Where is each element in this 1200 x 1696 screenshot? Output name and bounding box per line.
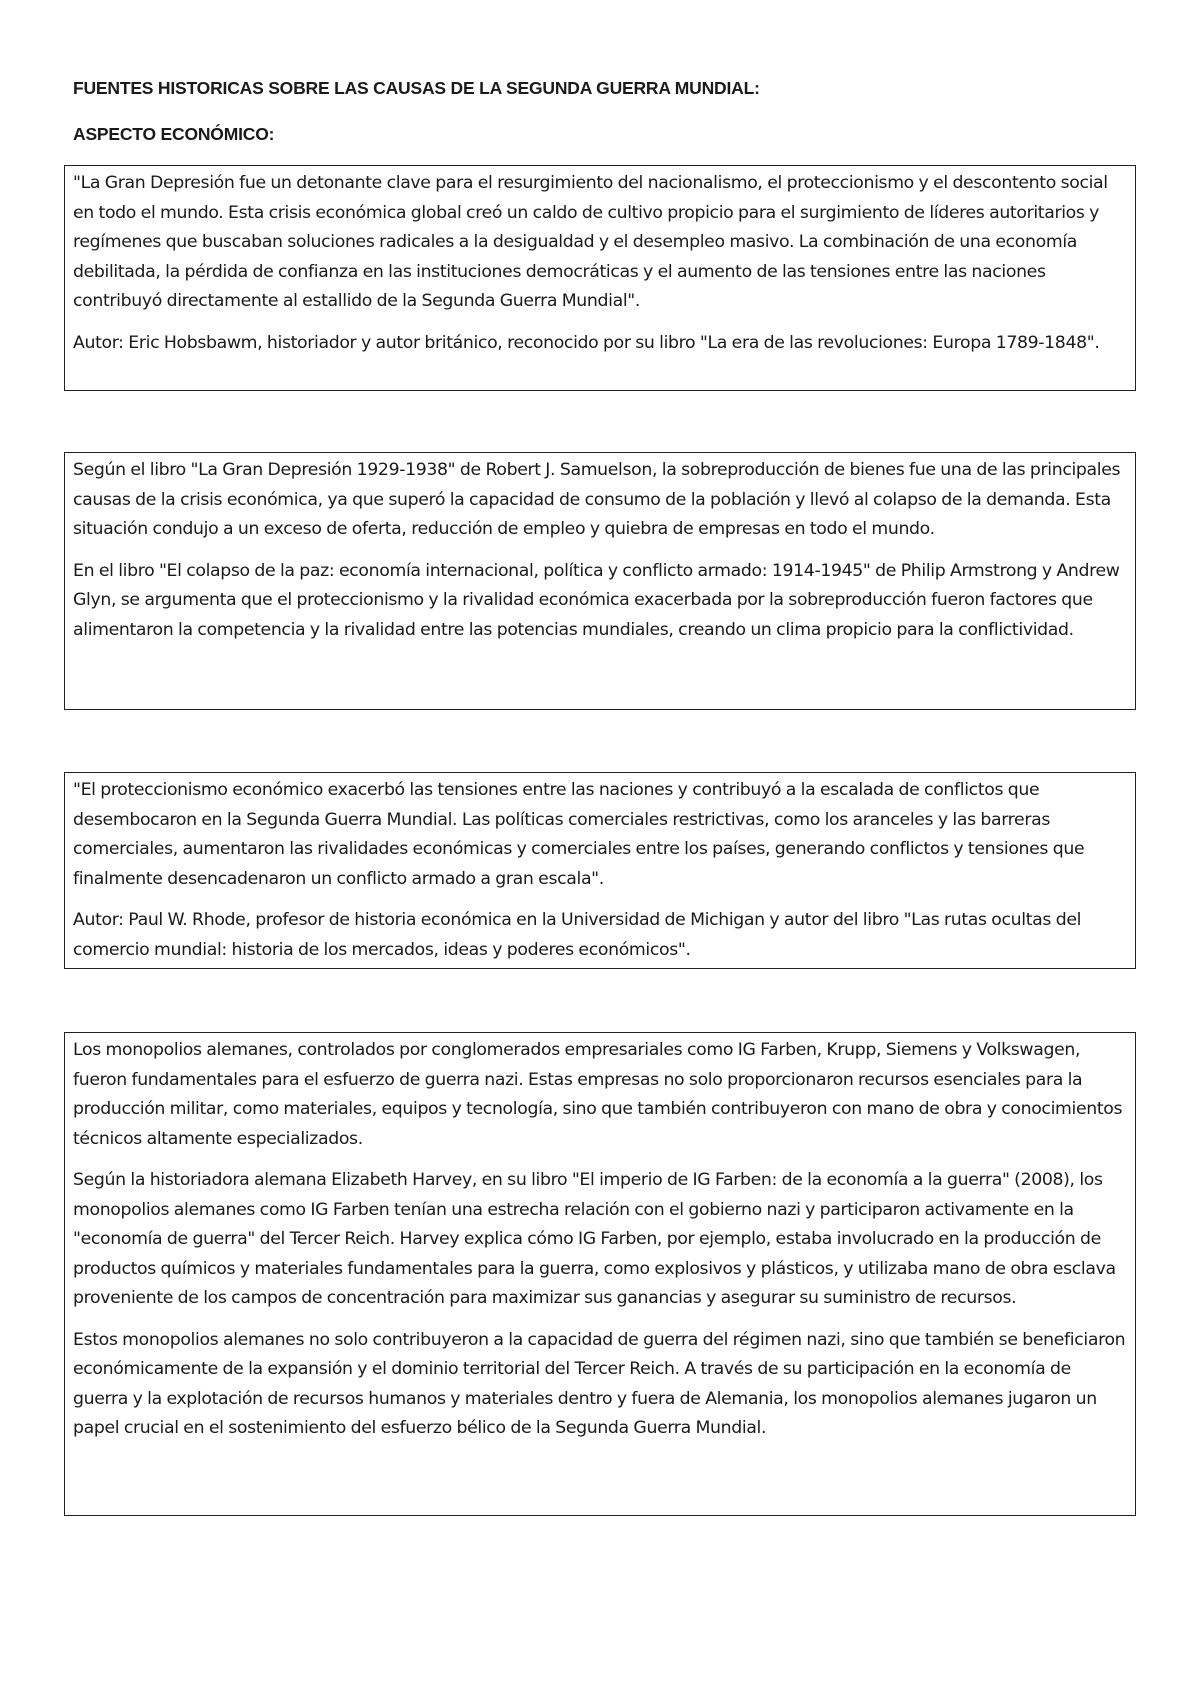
source-paragraph: Según el libro "La Gran Depresión 1929-1938" de Robert J. Samuelson, la sobreproducción de bienes fue una de las principales causas de la crisis económica, ya que superó la capacidad de consumo de la población y llevó al colapso de la demanda. Esta situación condujo a un exceso de oferta, reducción de empleo y quiebra de empresas en todo el mundo. [73,460,1121,539]
author-paragraph: Autor: Paul W. Rhode, profesor de historia económica en la Universidad de Michigan y autor del libro "Las rutas ocultas del comercio mundial: historia de los mercados, ideas y poderes económicos". [73,910,1082,960]
page-title: FUENTES HISTORICAS SOBRE LAS CAUSAS DE LA SEGUNDA GUERRA MUNDIAL: [73,78,760,98]
source-box-hobsbawm [64,165,1136,391]
source-paragraph: Estos monopolios alemanes no solo contribuyeron a la capacidad de guerra del régimen nazi, sino que también se beneficiaron económicamente de la expansión y el dominio territorial del Tercer Reich. A través de su participación en la economía de guerra y la explotación de recursos humanos y materiales dentro y fuera de Alemania, los monopolios alemanes jugaron un papel crucial en el sostenimiento del esfuerzo bélico de la Segunda Guerra Mundial. [73,1329,1126,1438]
quote-paragraph: "La Gran Depresión fue un detonante clave para el resurgimiento del nacionalismo, el proteccionismo y el descontento social en todo el mundo. Esta crisis económica global creó un caldo de cultivo propicio para el surgimiento de líderes autoritarios y regímenes que buscaban soluciones radicales a la desigualdad y el desempleo masivo. La combinación de una economía debilitada, la pérdida de confianza en las instituciones democráticas y el aumento de las tensiones entre las naciones contribuyó directamente al estallido de la Segunda Guerra Mundial". [73,173,1108,311]
quote-paragraph: "El proteccionismo económico exacerbó las tensiones entre las naciones y contribuyó a la escalada de conflictos que desembocaron en la Segunda Guerra Mundial. Las políticas comerciales restrictivas, como los aranceles y las barreras comerciales, aumentaron las rivalidades económicas y comerciales entre los países, generando conflictos y tensiones que finalmente desencadenaron un conflicto armado a gran escala". [73,780,1085,889]
section-heading: ASPECTO ECONÓMICO: [73,124,275,144]
source-box-rhode [64,772,1136,969]
author-paragraph: Autor: Eric Hobsbawm, historiador y autor británico, reconocido por su libro "La era de las revoluciones: Europa 1789-1848". [73,332,1100,353]
source-box-monopolies [64,1032,1136,1516]
source-box-overproduction [64,452,1136,710]
source-paragraph: En el libro "El colapso de la paz: economía internacional, política y conflicto armado: 1914-1945" de Philip Armstrong y Andrew Glyn, se argumenta que el proteccionismo y la rivalidad económica exacerbada por la sobreproducción fueron factores que alimentaron la competencia y la rivalidad entre las potencias mundiales, creando un clima propicio para la conflictividad. [73,560,1120,640]
source-paragraph: Según la historiadora alemana Elizabeth Harvey, en su libro "El imperio de IG Farben: de la economía a la guerra" (2008), los monopolios alemanes como IG Farben tenían una estrecha relación con el gobierno nazi y participaron activamente en la "economía de guerra" del Tercer Reich. Harvey explica cómo IG Farben, por ejemplo, estaba involucrado en la producción de productos químicos y materiales fundamentales para la guerra, como explosivos y plásticos, y utilizaba mano de obra esclava proveniente de los campos de concentración para maximizar sus ganancias y asegurar su suministro de recursos. [73,1170,1116,1308]
source-paragraph: Los monopolios alemanes, controlados por conglomerados empresariales como IG Farben, Krupp, Siemens y Volkswagen, fueron fundamentales para el esfuerzo de guerra nazi. Estas empresas no solo proporcionaron recursos esenciales para la producción militar, como materiales, equipos y tecnología, sino que también contribuyeron con mano de obra y conocimientos técnicos altamente especializados. [73,1040,1123,1149]
